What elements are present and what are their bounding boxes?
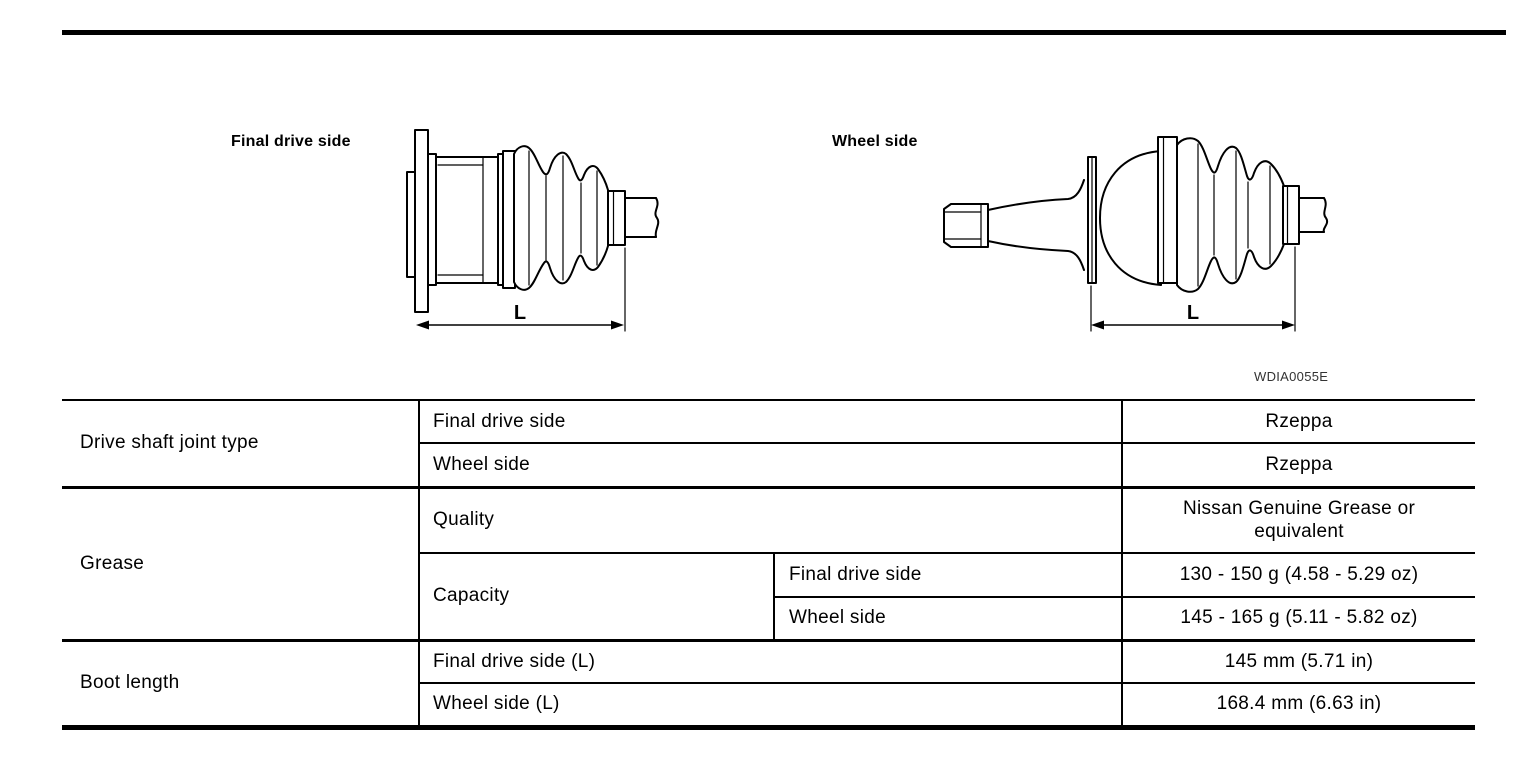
spec-param: Final drive side (L) (419, 640, 1122, 683)
spec-subparam: Wheel side (774, 597, 1122, 640)
spec-value-text: Nissan Genuine Grease or equivalent (1182, 497, 1416, 543)
spec-param: Final drive side (419, 400, 1122, 443)
spec-param: Quality (419, 487, 1122, 553)
spec-param: Wheel side (419, 443, 1122, 487)
spec-value: 145 mm (5.71 in) (1122, 640, 1475, 683)
spec-value: 130 - 150 g (4.58 - 5.29 oz) (1122, 553, 1475, 597)
spec-param: Wheel side (L) (419, 683, 1122, 727)
dimension-arrow-left (416, 321, 429, 330)
row-group-drive-shaft-joint-type: Drive shaft joint type (62, 400, 419, 487)
row-group-grease: Grease (62, 487, 419, 640)
spec-value: Rzeppa (1122, 400, 1475, 443)
spec-param: Capacity (419, 553, 774, 640)
spec-subparam: Final drive side (774, 553, 1122, 597)
table-row (62, 640, 1475, 683)
spec-value (1122, 487, 1475, 553)
joint-outline (944, 137, 1327, 292)
spec-table (62, 399, 1475, 730)
dimension-arrow-right (611, 321, 624, 330)
spec-value: Rzeppa (1122, 443, 1475, 487)
figure-code: WDIA0055E (1254, 369, 1329, 384)
final-drive-side-label: Final drive side (231, 133, 351, 150)
spec-value: 145 - 165 g (5.11 - 5.82 oz) (1122, 597, 1475, 640)
wheel-side-joint-drawing (930, 118, 1350, 343)
dimension-arrow-left (1091, 321, 1104, 330)
joint-outline (407, 130, 658, 312)
dimension-arrow-right (1282, 321, 1295, 330)
row-group-boot-length: Boot length (62, 640, 419, 727)
wheel-side-label: Wheel side (832, 133, 918, 150)
dimension-l-label: L (1186, 302, 1200, 324)
final-drive-joint-drawing (395, 118, 675, 343)
page-top-rule (62, 30, 1506, 35)
dimension-l-label: L (513, 302, 527, 324)
table-row (62, 400, 1475, 443)
spec-value: 168.4 mm (6.63 in) (1122, 683, 1475, 727)
table-row (62, 487, 1475, 553)
